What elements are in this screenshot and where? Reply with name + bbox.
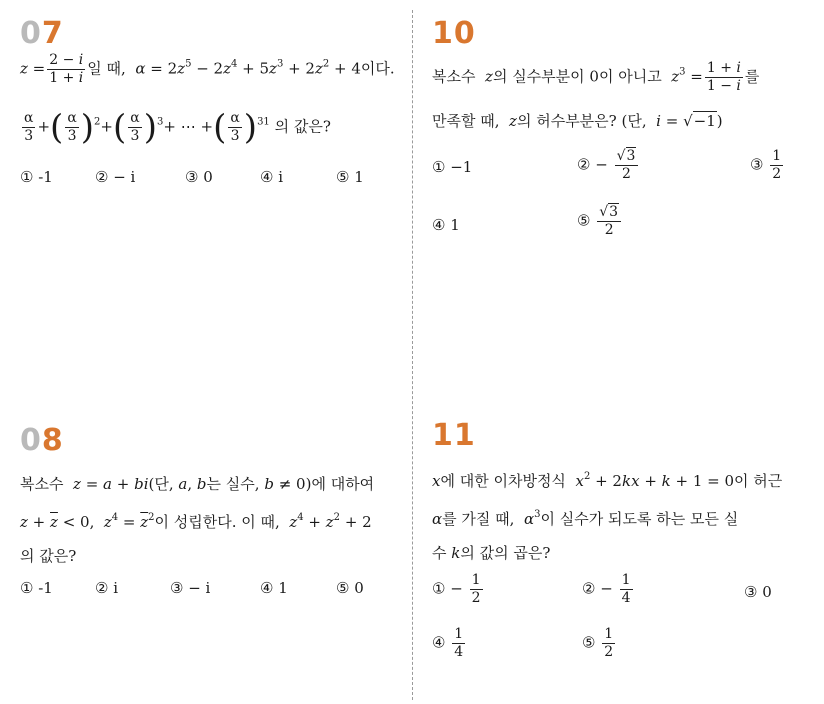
choice-3[interactable]: ③ 0	[185, 168, 213, 186]
choice-1[interactable]: ① −1	[432, 158, 473, 176]
choice-2[interactable]: ② − i	[95, 168, 136, 186]
column-divider	[412, 10, 413, 700]
choice-3[interactable]: ③ − i	[170, 579, 211, 597]
choice-5[interactable]: ⑤ $\frac{√3}{2}$	[577, 204, 623, 239]
choice-2[interactable]: ② i	[95, 579, 119, 597]
problem-number: 10	[432, 16, 476, 51]
problem-07	[20, 18, 405, 198]
problem-statement-line-2: $\frac{\alpha}{3}$ +( $\frac{\alpha}{3}$ )$^2$+( $\frac{\alpha}{3}$ )$^3$+ ⋯ +( $\frac{\alpha}{3}$ )$^{31}$ 의 값은?	[24, 107, 331, 148]
problem-08	[20, 425, 405, 605]
choice-4[interactable]: ④ $\frac{1}{4}$	[432, 626, 464, 660]
choice-5[interactable]: ⑤ $\frac{1}{2}$	[582, 626, 614, 660]
choice-4[interactable]: ④ i	[260, 168, 284, 186]
problem-statement-line-1: z = $\frac{2 - i}{1 + i}$ 일 때, $\alpha = 2z^5 - 2z^4 + 5z^3 + 2z^2 + 4$이다.	[20, 52, 395, 86]
choice-3[interactable]: ③ 0	[744, 583, 772, 601]
choice-2[interactable]: ② − $\frac{√3}{2}$	[577, 148, 640, 183]
problem-number: 08	[20, 423, 64, 458]
choice-1[interactable]: ① -1	[20, 168, 53, 186]
problem-10	[432, 18, 812, 248]
problem-number: 07	[20, 16, 64, 51]
choice-4[interactable]: ④ 1	[432, 216, 460, 234]
problem-statement-line-3: 수 k의 값의 곱은?	[432, 544, 551, 562]
choice-2[interactable]: ② − $\frac{1}{4}$	[582, 572, 631, 606]
problem-statement-line-2: $z + \overline{z} < 0$, $z^4 = \overline{z}^2$이 성립한다. 이 때, $z^4 + z^2 + 2$	[20, 512, 372, 531]
problem-statement-line-3: 의 값은?	[20, 547, 77, 565]
choice-5[interactable]: ⑤ 0	[336, 579, 364, 597]
problem-statement-line-1: x에 대한 이차방정식 $x^2 + 2kx + k + 1 = 0$이 허근	[432, 471, 783, 490]
problem-statement-line-1: 복소수 z = a + bi(단, a, b는 실수, b ≠ 0)에 대하여	[20, 475, 375, 493]
choice-5[interactable]: ⑤ 1	[336, 168, 364, 186]
problem-11	[432, 420, 812, 680]
choice-4[interactable]: ④ 1	[260, 579, 288, 597]
problem-statement-line-1: 복소수 z의 실수부분이 0이 아니고 $z^3$ = $\frac{1 + i}{1 - i}$ 를	[432, 60, 760, 94]
choice-3[interactable]: ③ $\frac{1}{2}$	[750, 148, 782, 182]
problem-statement-line-2: 만족할 때, z의 허수부분은? (단, i = √−1)	[432, 112, 723, 130]
problem-statement-line-2: α를 가질 때, $\alpha^3$이 실수가 되도록 하는 모든 실	[432, 509, 739, 528]
problem-number: 11	[432, 418, 476, 453]
choice-1[interactable]: ① -1	[20, 579, 53, 597]
choice-1[interactable]: ① − $\frac{1}{2}$	[432, 572, 481, 606]
